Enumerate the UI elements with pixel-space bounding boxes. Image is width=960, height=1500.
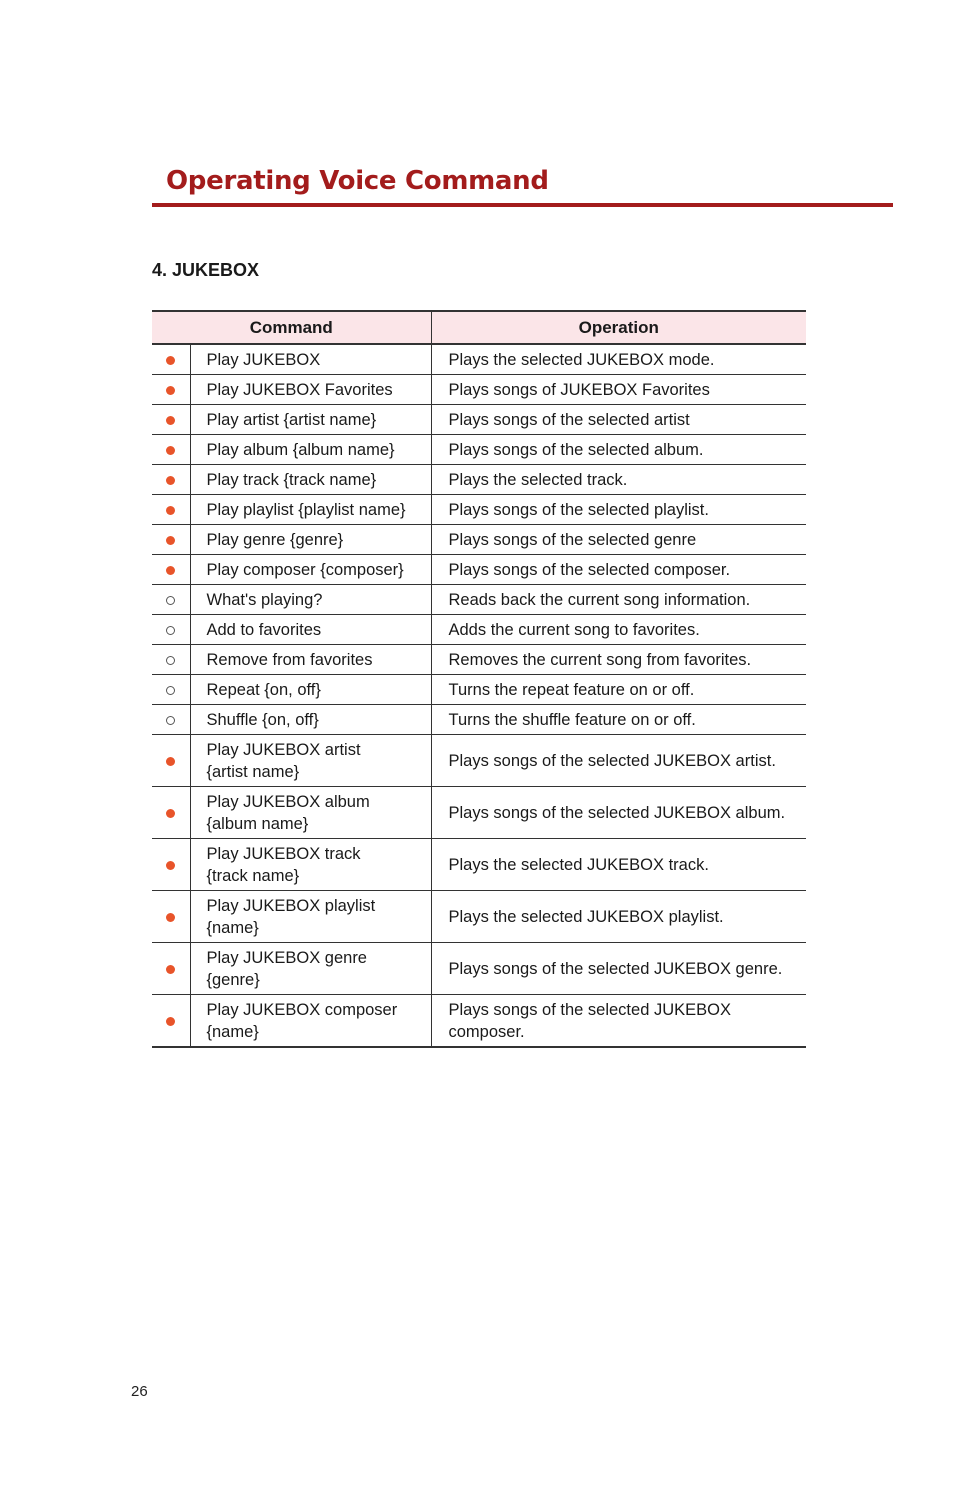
command-cell bbox=[190, 995, 431, 1048]
command-cell-line: Shuffle {on, off} bbox=[206, 710, 319, 729]
command-cell bbox=[190, 943, 431, 995]
operation-cell bbox=[431, 465, 806, 495]
operation-cell-line: Plays songs of the selected JUKEBOX album. bbox=[448, 803, 786, 822]
table-row bbox=[152, 344, 806, 375]
hollow-circle-icon bbox=[166, 656, 175, 665]
bullet-cell bbox=[152, 839, 190, 891]
command-cell-line: {track name} bbox=[206, 866, 300, 885]
command-cell-line: Play artist {artist name} bbox=[206, 410, 377, 429]
page-title: Operating Voice Command bbox=[166, 166, 549, 196]
table-row bbox=[152, 787, 806, 839]
column-header-command: Command bbox=[152, 311, 431, 344]
filled-circle-icon bbox=[166, 476, 175, 485]
operation-cell bbox=[431, 405, 806, 435]
command-cell bbox=[190, 675, 431, 705]
bullet-cell bbox=[152, 891, 190, 943]
command-cell-line: {artist name} bbox=[206, 762, 300, 781]
command-cell-line: Play album {album name} bbox=[206, 440, 395, 459]
operation-cell bbox=[431, 555, 806, 585]
command-cell-line: Add to favorites bbox=[206, 620, 322, 639]
bullet-cell bbox=[152, 405, 190, 435]
operation-cell-line: Plays the selected JUKEBOX playlist. bbox=[448, 907, 724, 926]
operation-cell bbox=[431, 891, 806, 943]
bullet-cell bbox=[152, 375, 190, 405]
table-row bbox=[152, 675, 806, 705]
voice-command-table bbox=[152, 310, 806, 1048]
bullet-cell bbox=[152, 705, 190, 735]
table-body bbox=[152, 344, 806, 1047]
command-cell-line: Play JUKEBOX album bbox=[206, 792, 370, 811]
operation-cell-line: Plays songs of the selected album. bbox=[448, 440, 704, 459]
operation-cell-line: Plays the selected JUKEBOX track. bbox=[448, 855, 709, 874]
filled-circle-icon bbox=[166, 416, 175, 425]
bullet-cell bbox=[152, 555, 190, 585]
operation-cell-line: Plays songs of the selected artist bbox=[448, 410, 690, 429]
operation-cell bbox=[431, 435, 806, 465]
filled-circle-icon bbox=[166, 965, 175, 974]
operation-cell bbox=[431, 675, 806, 705]
command-cell-line: {genre} bbox=[206, 970, 260, 989]
operation-cell-line: Turns the shuffle feature on or off. bbox=[448, 710, 696, 729]
filled-circle-icon bbox=[166, 446, 175, 455]
table-row bbox=[152, 435, 806, 465]
filled-circle-icon bbox=[166, 913, 175, 922]
bullet-cell bbox=[152, 585, 190, 615]
table-header-row bbox=[152, 311, 806, 344]
bullet-cell bbox=[152, 995, 190, 1048]
command-cell-line: Play genre {genre} bbox=[206, 530, 344, 549]
operation-cell bbox=[431, 735, 806, 787]
command-cell bbox=[190, 465, 431, 495]
table-row bbox=[152, 375, 806, 405]
command-cell-line: {album name} bbox=[206, 814, 309, 833]
operation-cell bbox=[431, 645, 806, 675]
command-cell bbox=[190, 735, 431, 787]
hollow-circle-icon bbox=[166, 686, 175, 695]
operation-cell-line: Adds the current song to favorites. bbox=[448, 620, 700, 639]
table-row bbox=[152, 405, 806, 435]
bullet-cell bbox=[152, 615, 190, 645]
command-cell-line: What's playing? bbox=[206, 590, 323, 609]
operation-cell-line: Plays songs of the selected playlist. bbox=[448, 500, 709, 519]
command-cell-line: Play JUKEBOX composer bbox=[206, 1000, 398, 1019]
command-cell bbox=[190, 585, 431, 615]
command-cell bbox=[190, 787, 431, 839]
operation-cell bbox=[431, 943, 806, 995]
operation-cell bbox=[431, 344, 806, 375]
operation-cell-line: Plays the selected JUKEBOX mode. bbox=[448, 350, 715, 369]
filled-circle-icon bbox=[166, 506, 175, 515]
table-row bbox=[152, 995, 806, 1048]
operation-cell bbox=[431, 839, 806, 891]
operation-cell-line: Removes the current song from favorites. bbox=[448, 650, 752, 669]
operation-cell bbox=[431, 787, 806, 839]
command-cell bbox=[190, 705, 431, 735]
command-cell-line: Repeat {on, off} bbox=[206, 680, 321, 699]
command-cell-line: Play JUKEBOX bbox=[206, 350, 321, 369]
hollow-circle-icon bbox=[166, 716, 175, 725]
bullet-cell bbox=[152, 495, 190, 525]
operation-cell bbox=[431, 585, 806, 615]
operation-cell-line: Plays songs of the selected JUKEBOX artist. bbox=[448, 751, 776, 770]
operation-cell-line: Plays songs of JUKEBOX Favorites bbox=[448, 380, 710, 399]
filled-circle-icon bbox=[166, 1017, 175, 1026]
command-cell-line: Play JUKEBOX genre bbox=[206, 948, 367, 967]
command-cell-line: Play track {track name} bbox=[206, 470, 377, 489]
bullet-cell bbox=[152, 787, 190, 839]
bullet-cell bbox=[152, 435, 190, 465]
command-cell-line: Play playlist {playlist name} bbox=[206, 500, 406, 519]
bullet-cell bbox=[152, 675, 190, 705]
table-row bbox=[152, 645, 806, 675]
table-row bbox=[152, 705, 806, 735]
command-cell-line: Play JUKEBOX Favorites bbox=[206, 380, 393, 399]
bullet-cell bbox=[152, 735, 190, 787]
operation-cell-line: Plays songs of the selected JUKEBOX genre. bbox=[448, 959, 783, 978]
table-row bbox=[152, 943, 806, 995]
operation-cell-line: composer. bbox=[448, 1022, 525, 1041]
bullet-cell bbox=[152, 943, 190, 995]
filled-circle-icon bbox=[166, 536, 175, 545]
command-cell bbox=[190, 839, 431, 891]
command-cell bbox=[190, 555, 431, 585]
command-cell bbox=[190, 375, 431, 405]
hollow-circle-icon bbox=[166, 626, 175, 635]
operation-cell-line: Plays songs of the selected composer. bbox=[448, 560, 731, 579]
bullet-cell bbox=[152, 465, 190, 495]
table-row bbox=[152, 465, 806, 495]
command-cell-line: {name} bbox=[206, 1022, 259, 1041]
bullet-cell bbox=[152, 645, 190, 675]
operation-cell bbox=[431, 525, 806, 555]
operation-cell bbox=[431, 495, 806, 525]
operation-cell bbox=[431, 375, 806, 405]
operation-cell bbox=[431, 705, 806, 735]
table-row bbox=[152, 839, 806, 891]
bullet-cell bbox=[152, 525, 190, 555]
command-cell-line: Play composer {composer} bbox=[206, 560, 404, 579]
operation-cell bbox=[431, 615, 806, 645]
operation-cell-line: Plays songs of the selected genre bbox=[448, 530, 697, 549]
filled-circle-icon bbox=[166, 356, 175, 365]
table-row bbox=[152, 585, 806, 615]
command-cell bbox=[190, 495, 431, 525]
column-header-operation: Operation bbox=[431, 311, 806, 344]
command-cell bbox=[190, 525, 431, 555]
operation-cell-line: Plays songs of the selected JUKEBOX bbox=[448, 1000, 731, 1019]
command-cell-line: Remove from favorites bbox=[206, 650, 373, 669]
hollow-circle-icon bbox=[166, 596, 175, 605]
filled-circle-icon bbox=[166, 386, 175, 395]
table-row bbox=[152, 525, 806, 555]
operation-cell-line: Turns the repeat feature on or off. bbox=[448, 680, 695, 699]
command-cell-line: Play JUKEBOX artist bbox=[206, 740, 361, 759]
command-cell-line: {name} bbox=[206, 918, 259, 937]
table-row bbox=[152, 555, 806, 585]
section-heading: 4. JUKEBOX bbox=[152, 260, 260, 280]
command-cell bbox=[190, 344, 431, 375]
table-row bbox=[152, 735, 806, 787]
table-row bbox=[152, 495, 806, 525]
bullet-cell bbox=[152, 344, 190, 375]
command-cell bbox=[190, 645, 431, 675]
filled-circle-icon bbox=[166, 809, 175, 818]
filled-circle-icon bbox=[166, 566, 175, 575]
command-cell bbox=[190, 435, 431, 465]
page-number: 26 bbox=[131, 1383, 148, 1400]
command-cell-line: Play JUKEBOX track bbox=[206, 844, 361, 863]
command-cell bbox=[190, 891, 431, 943]
operation-cell-line: Reads back the current song information. bbox=[448, 590, 751, 609]
filled-circle-icon bbox=[166, 757, 175, 766]
operation-cell bbox=[431, 995, 806, 1048]
title-divider bbox=[152, 203, 893, 207]
filled-circle-icon bbox=[166, 861, 175, 870]
table-row bbox=[152, 891, 806, 943]
command-cell bbox=[190, 615, 431, 645]
command-cell-line: Play JUKEBOX playlist bbox=[206, 896, 376, 915]
operation-cell-line: Plays the selected track. bbox=[448, 470, 628, 489]
table-row bbox=[152, 615, 806, 645]
command-cell bbox=[190, 405, 431, 435]
